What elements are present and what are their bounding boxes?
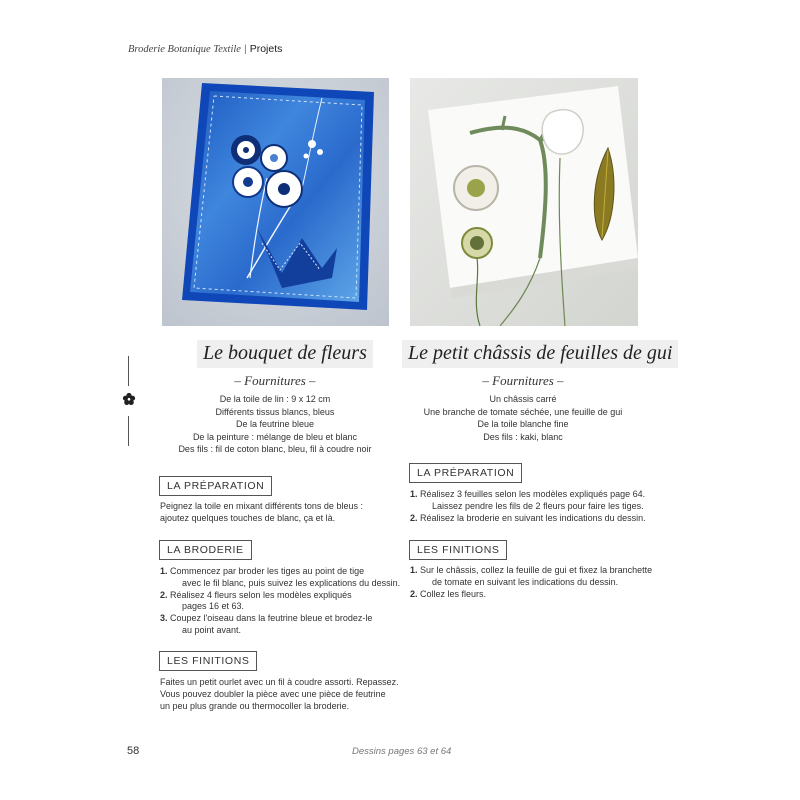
left-finishing-text — [160, 677, 399, 712]
running-header — [128, 43, 282, 55]
step-line: au point avant. — [182, 624, 242, 635]
book-title: Broderie Botanique Textile — [128, 44, 241, 55]
step-item — [410, 489, 646, 513]
paragraph-line: Vous pouvez doubler la pièce avec une pièce de feutrine — [160, 688, 386, 699]
step-number: 1. — [160, 566, 168, 576]
mistletoe-frame-photo — [410, 78, 638, 326]
right-preparation-steps — [410, 489, 646, 524]
left-preparation-heading: LA PRÉPARATION — [159, 476, 272, 496]
paragraph-line: Peignez la toile en mixant différents tons de bleus : — [160, 501, 363, 511]
step-line: Réalisez 4 fleurs selon les modèles expliqués — [170, 589, 352, 600]
right-supplies-heading: – Fournitures – — [482, 373, 564, 388]
step-line: Laissez pendre les fils de 2 fleurs pour faire les tiges. — [432, 500, 644, 511]
step-number: 3. — [160, 613, 168, 624]
step-item — [160, 613, 400, 637]
section-name: Projets — [249, 43, 283, 55]
supply-item: De la peinture : mélange de bleu et blanc — [192, 431, 358, 442]
supply-item: Des fils : fil de coton blanc, bleu, fil à coudre noir — [178, 444, 372, 455]
step-line: Coupez l'oiseau dans la feutrine bleue et brodez-le — [170, 613, 373, 624]
step-number: 2. — [410, 512, 418, 523]
step-line: avec le fil blanc, puis suivez les explications du dessin. — [182, 577, 401, 588]
step-line: Commencez par broder les tiges au point de tige — [170, 566, 365, 576]
supply-item: De la toile blanche fine — [477, 419, 569, 430]
supply-item: De la toile de lin : 9 x 12 cm — [219, 394, 331, 404]
left-finishing-heading: LES FINITIONS — [159, 651, 257, 671]
paragraph-line: ajoutez quelques touches de blanc, ça et là. — [160, 512, 336, 523]
header-separator: | — [243, 43, 247, 55]
step-line: Sur le châssis, collez la feuille de gui et fixez la branchette — [420, 565, 653, 575]
right-finishing-steps — [410, 565, 652, 600]
right-supplies-list — [398, 393, 648, 443]
supply-item: De la feutrine bleue — [235, 419, 315, 430]
supply-item: Un châssis carré — [489, 394, 557, 404]
paragraph-line: un peu plus grande ou thermocoller la broderie. — [160, 700, 350, 711]
step-item — [410, 589, 652, 601]
left-supplies-list — [150, 393, 400, 456]
bouquet-photo — [162, 78, 389, 326]
step-item — [410, 513, 646, 525]
step-line: Collez les fleurs. — [420, 588, 487, 599]
supply-item: Différents tissus blancs, bleus — [215, 406, 335, 417]
step-line: Réalisez 3 feuilles selon les modèles expliqués page 64. — [420, 489, 646, 499]
step-item — [160, 590, 400, 614]
step-number: 1. — [410, 565, 418, 575]
footer-note: Dessins pages 63 et 64 — [352, 746, 452, 757]
page-number: 58 — [127, 745, 140, 757]
right-finishing-heading: LES FINITIONS — [409, 540, 507, 560]
left-embroidery-heading: LA BRODERIE — [159, 540, 252, 560]
right-project-title: Le petit châssis de feuilles de gui — [402, 340, 678, 368]
step-line: de tomate en suivant les indications du dessin. — [432, 576, 619, 587]
left-project-title: Le bouquet de fleurs — [197, 340, 373, 368]
flower-icon — [122, 392, 136, 406]
step-number: 2. — [160, 589, 168, 600]
margin-ornament — [122, 356, 136, 446]
step-number: 2. — [410, 588, 418, 599]
supply-item: Une branche de tomate séchée, une feuille de gui — [423, 406, 623, 417]
paragraph-line: Faites un petit ourlet avec un fil à coudre assorti. Repassez. — [160, 677, 399, 687]
step-line: pages 16 et 63. — [182, 601, 245, 612]
step-number: 1. — [410, 489, 418, 499]
ornament-line-top — [128, 356, 129, 386]
step-item — [160, 566, 400, 590]
left-preparation-text — [160, 501, 363, 525]
left-embroidery-steps — [160, 566, 400, 637]
left-supplies-heading: – Fournitures – — [234, 373, 316, 388]
step-line: Réalisez la broderie en suivant les indications du dessin. — [420, 512, 646, 523]
right-preparation-heading: LA PRÉPARATION — [409, 463, 522, 483]
step-item — [410, 565, 652, 589]
supply-item: Des fils : kaki, blanc — [483, 431, 563, 442]
ornament-line-bottom — [128, 416, 129, 446]
